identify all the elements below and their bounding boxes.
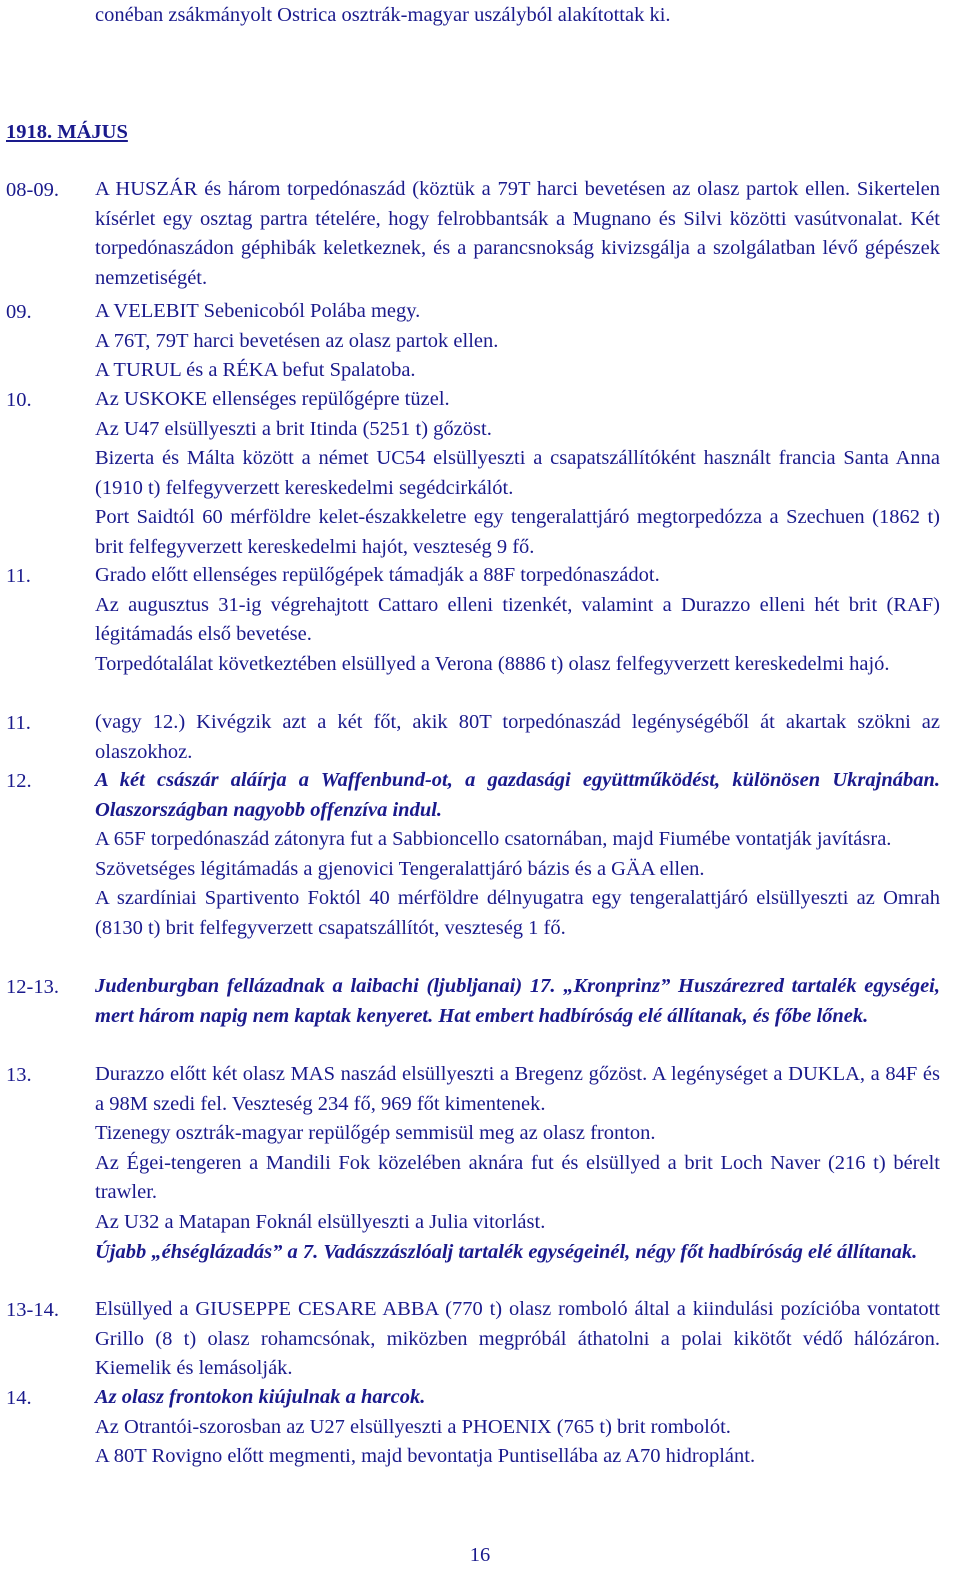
entry-date: 14. <box>6 1387 32 1409</box>
entry-paragraph: Az U47 elsüllyeszti a brit Itinda (5251 t) gőzöst. <box>95 417 492 440</box>
entry-paragraph: (vagy 12.) Kivégzik azt a két főt, akik 80T torpedónaszád legénységéből át akartak szökni az olaszokhoz. <box>95 711 940 763</box>
entry-date: 08-09. <box>6 179 59 201</box>
section-heading: 1918. MÁJUS <box>6 121 128 143</box>
entry-paragraph: A VELEBIT Sebenicoból Polába megy. <box>95 300 421 322</box>
entry <box>0 1060 940 1267</box>
entry-date: 11. <box>6 712 31 734</box>
entry <box>0 766 940 944</box>
entry <box>0 175 940 293</box>
entry-date: 11. <box>6 565 31 587</box>
entry-paragraph: A két császár aláírja a Waffenbund-ot, a gazdasági együttműködést, különösen Ukrajnában. Olaszországban nagyobb offenzíva indul. <box>95 769 940 821</box>
entry-paragraph: Újabb „éhséglázadás” a 7. Vadászzászlóalj tartalék egységeinél, négy főt hadbíróság elé állítanak. <box>95 1240 918 1263</box>
entry-date: 09. <box>6 301 32 323</box>
entry-paragraph: Grado előtt ellenséges repülőgépek támadják a 88F torpedónaszádot. <box>95 564 660 586</box>
intro-line: conéban zsákmányolt Ostrica osztrák-magyar uszályból alakítottak ki. <box>95 4 671 26</box>
entry <box>0 1295 940 1384</box>
entry-date: 12-13. <box>6 976 59 998</box>
entry <box>0 561 940 679</box>
entry-paragraph: A TURUL és a RÉKA befut Spalatoba. <box>95 359 416 382</box>
entry-paragraph: Durazzo előtt két olasz MAS naszád elsüllyeszti a Bregenz gőzöst. A legénységet a DUKLA, a 84F és a 98M szedi fel. Veszteség 234 fő, 969 főt kimentenek. <box>95 1063 940 1115</box>
entry-date: 13-14. <box>6 1299 59 1321</box>
entry-paragraph: Az USKOKE ellenséges repülőgépre tüzel. <box>95 388 450 410</box>
entry-paragraph: Az Égei-tengeren a Mandili Fok közelében aknára fut és elsüllyed a brit Loch Naver (216 t) bérelt trawler. <box>95 1151 940 1204</box>
entry-paragraph: Bizerta és Málta között a német UC54 elsüllyeszti a csapatszállítóként használt francia Santa Anna (1910 t) felfegyverzett kereskedelmi segédcirkálót. <box>95 447 940 499</box>
entry-paragraph: A 65F torpedónaszád zátonyra fut a Sabbioncello csatornában, majd Fiumébe vontatják javításra. <box>95 828 892 851</box>
entry-paragraph: Az augusztus 31-ig végrehajtott Cattaro elleni tizenkét, valamint a Durazzo elleni hét brit (RAF) légitámadás első bevetése. <box>95 593 940 646</box>
entry-paragraph: Az Otrantói-szorosban az U27 elsüllyeszti a PHOENIX (765 t) brit rombolót. <box>95 1415 731 1438</box>
page-number: 16 <box>469 1544 491 1566</box>
entry-paragraph: Elsüllyed a GIUSEPPE CESARE ABBA (770 t) olasz romboló által a kiindulási pozícióba vontatott Grillo (8 t) olasz rohamcsónak, miközben megpróbál áthatolni a polai kikötőt védő hálózáron. Kiemelik és lemásolják. <box>95 1298 940 1380</box>
entry-paragraph: Szövetséges légitámadás a gjenovici Tengeralattjáró bázis és a GÄA ellen. <box>95 857 705 880</box>
entry-date: 12. <box>6 770 32 792</box>
entry <box>0 708 940 767</box>
entry <box>0 385 940 563</box>
entry <box>0 297 940 386</box>
entry-date: 10. <box>6 389 32 411</box>
entry-paragraph: A 76T, 79T harci bevetésen az olasz partok ellen. <box>95 329 499 352</box>
entry-paragraph: Az U32 a Matapan Foknál elsüllyeszti a Julia vitorlást. <box>95 1210 546 1233</box>
entry-paragraph: Port Saidtól 60 mérföldre kelet-északkeletre egy tengeralattjáró megtorpedózza a Szechuen (1862 t) brit felfegyverzett kereskedelmi hajót, veszteség 9 fő. <box>95 506 940 558</box>
entry-paragraph: Tizenegy osztrák-magyar repülőgép semmisül meg az olasz fronton. <box>95 1122 656 1145</box>
entry-paragraph: Judenburgban fellázadnak a laibachi (ljubljanai) 17. „Kronprinz” Huszárezred tartalék egységei, mert három napig nem kaptak kenyeret. Hat embert hadbíróság elé állítanak, és főbe lőnek. <box>95 975 940 1027</box>
entry-paragraph: A szardíniai Spartivento Foktól 40 mérföldre délnyugatra egy tengeralattjáró elsüllyeszti az Omrah (8130 t) brit felfegyverzett csapatszállítót, veszteség 1 fő. <box>95 887 940 939</box>
entry-paragraph: Az olasz frontokon kiújulnak a harcok. <box>95 1386 426 1408</box>
entry-paragraph: A 80T Rovigno előtt megmenti, majd bevontatja Puntisellába az A70 hidroplánt. <box>95 1445 756 1468</box>
entry-paragraph: A HUSZÁR és három torpedónaszád (köztük a 79T harci bevetésen az olasz partok ellen. Sikertelen kísérlet egy osztag partra tételére, hogy felrobbantsák a Mugnano és Silvi közötti vasútvonalat. Két torpedónaszádon géphibák keletkeznek, és a parancsnokság kivizsgálja a szolgálatban lévő gépészek nemzetiségét. <box>95 178 940 289</box>
entry-date: 13. <box>6 1064 32 1086</box>
entry <box>0 972 940 1031</box>
entry <box>0 1383 940 1472</box>
entry-paragraph: Torpedótalálat következtében elsüllyed a Verona (8886 t) olasz felfegyverzett kereskedelmi hajó. <box>95 652 890 675</box>
